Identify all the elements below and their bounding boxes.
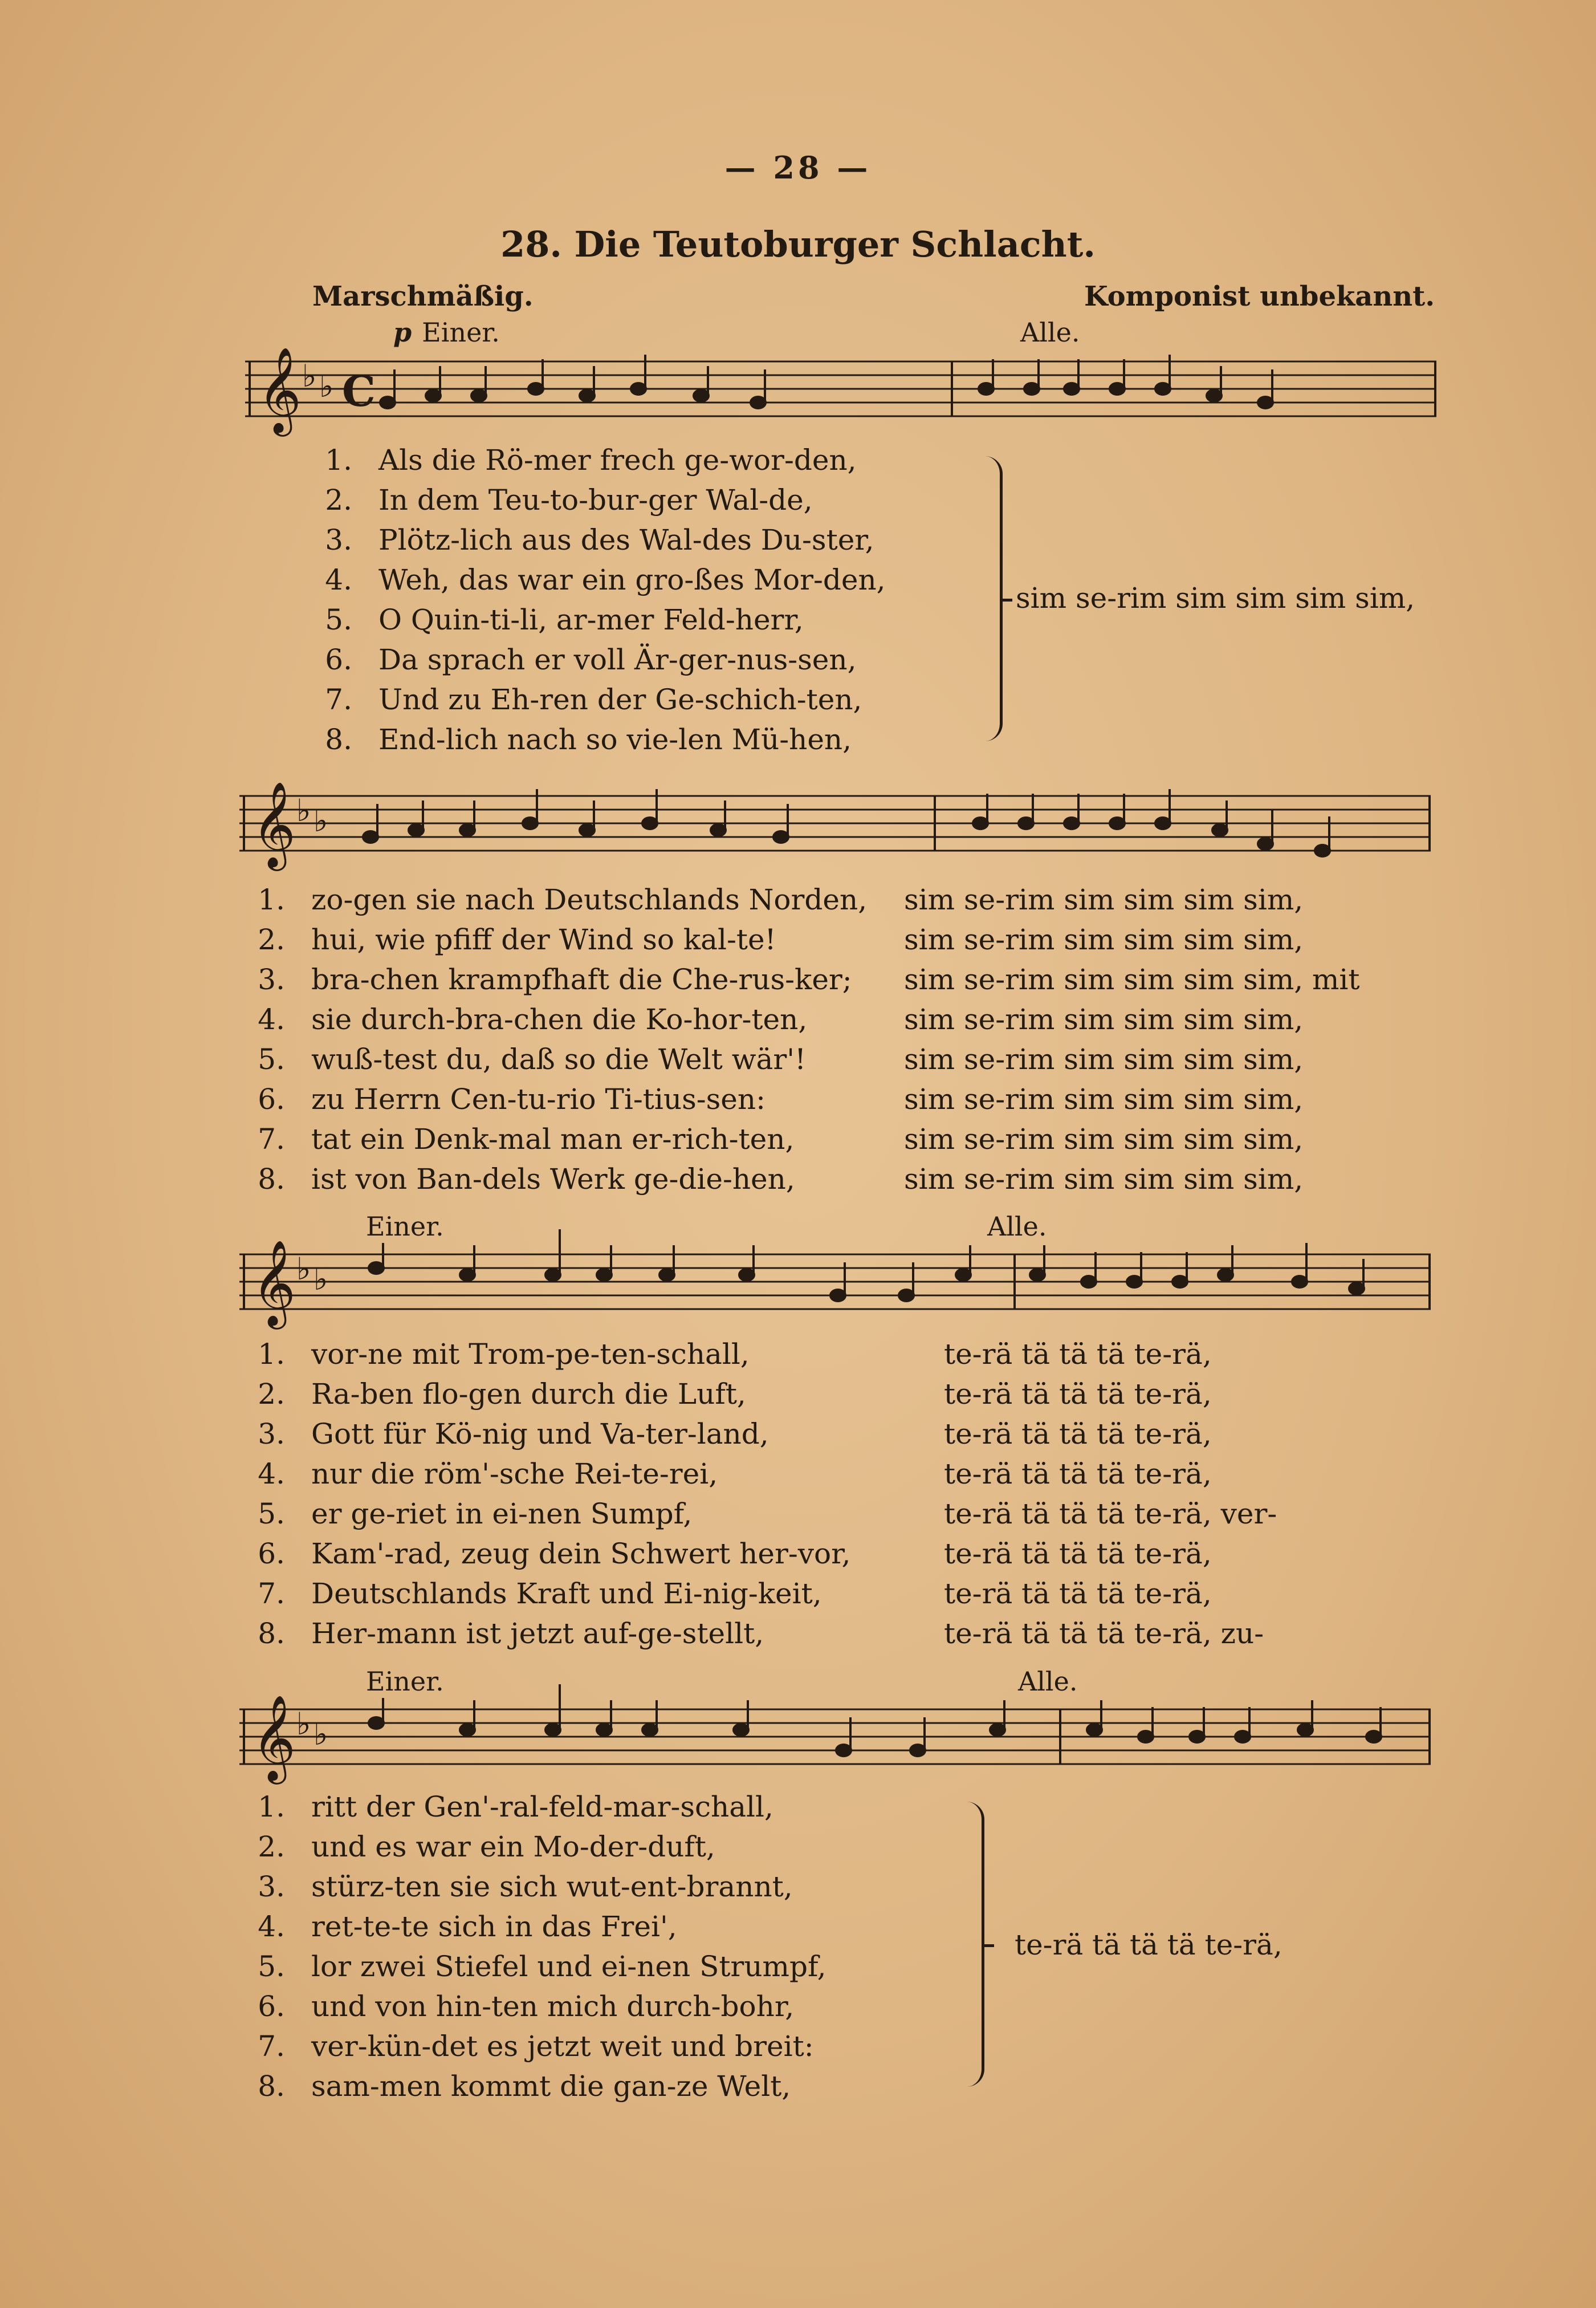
refrain-text: te-rä tä tä tä te-rä, <box>944 1417 1212 1450</box>
verse-line <box>245 1907 826 1947</box>
cue-solo-3: Einer. <box>366 1211 444 1242</box>
lyric-text: O Quin-ti-li, ar-mer Feld-herr, <box>378 603 804 636</box>
lyric-text: vor-ne mit Trom-pe-ten-schall, <box>311 1338 750 1371</box>
verse-number: 4. <box>258 1457 285 1490</box>
verse-line <box>245 1986 826 2026</box>
verse-line <box>245 1454 1277 1494</box>
verse-line <box>245 1494 1277 1534</box>
verse-line <box>245 1414 1277 1454</box>
verse-number: 5. <box>258 1043 285 1076</box>
verse-line <box>245 1334 1277 1374</box>
lyric-text: lor zwei Stiefel und ei-nen Strumpf, <box>311 1950 826 1983</box>
verse-line <box>312 720 886 759</box>
music-staff-4 <box>239 1694 1436 1787</box>
lyric-text: nur die röm'-sche Rei-te-rei, <box>311 1457 718 1490</box>
refrain-text: te-rä tä tä tä te-rä, <box>944 1577 1212 1610</box>
verse-line <box>312 480 886 520</box>
lyric-text: stürz-ten sie sich wut-ent-brannt, <box>311 1870 793 1903</box>
verse-line <box>245 1787 826 1827</box>
verse-number: 4. <box>258 1003 285 1036</box>
verse-block-4 <box>245 1787 826 2106</box>
verse-number: 7. <box>258 2030 285 2063</box>
lyric-text: Gott für Kö-nig und Va-ter-land, <box>311 1417 769 1450</box>
verse-number: 7. <box>258 1123 285 1156</box>
verse-block-2 <box>245 880 1360 1199</box>
verse-number: 1. <box>325 444 352 477</box>
verse-line <box>245 880 1360 920</box>
refrain-text: sim se-rim sim sim sim sim, <box>1016 582 1415 615</box>
dynamic-mark: p <box>393 317 412 348</box>
verse-line <box>245 1827 826 1867</box>
verse-line <box>245 1614 1277 1653</box>
lyric-text: Ra-ben flo-gen durch die Luft, <box>311 1378 746 1411</box>
flat-sign-icon: ♭ <box>314 1716 328 1752</box>
refrain-text: te-rä tä tä tä te-rä, <box>944 1537 1212 1570</box>
verse-number: 4. <box>258 1910 285 1943</box>
refrain-text: te-rä tä tä tä te-rä, ver- <box>944 1497 1277 1530</box>
verse-line <box>245 2026 826 2066</box>
notes <box>380 355 1273 408</box>
notes <box>369 1229 1364 1301</box>
common-time-icon: C <box>342 367 376 416</box>
refrain-text: te-rä tä tä tä te-rä, <box>944 1378 1212 1411</box>
verse-block-3 <box>245 1334 1277 1653</box>
verse-number: 3. <box>325 523 352 556</box>
composer-credit: Komponist unbekannt. <box>1084 281 1435 312</box>
treble-clef-icon: 𝄞 <box>252 781 296 867</box>
verse-number: 6. <box>325 643 352 676</box>
music-staff-3 <box>239 1239 1436 1332</box>
verse-number: 6. <box>258 1990 285 2023</box>
cue-all-4: Alle. <box>1018 1666 1078 1697</box>
verse-number: 1. <box>258 1790 285 1823</box>
song-title: 28. Die Teutoburger Schlacht. <box>500 224 1096 265</box>
notes <box>369 1684 1381 1756</box>
lyric-text: Kam'-rad, zeug dein Schwert her-vor, <box>311 1537 851 1570</box>
lyric-text: zo-gen sie nach Deutschlands Norden, <box>311 883 868 916</box>
lyric-text: ist von Ban-dels Werk ge-die-hen, <box>311 1163 795 1196</box>
verse-line <box>312 600 886 640</box>
refrain-text: sim se-rim sim sim sim sim, <box>904 1003 1304 1036</box>
lyric-text: wuß-test du, daß so die Welt wär'! <box>311 1043 807 1076</box>
flat-sign-icon: ♭ <box>302 358 317 394</box>
verse-number: 6. <box>258 1537 285 1570</box>
verse-line <box>245 920 1360 960</box>
lyric-text: In dem Teu-to-bur-ger Wal-de, <box>378 483 813 517</box>
lyric-text: zu Herrn Cen-tu-rio Ti-tius-sen: <box>311 1083 766 1116</box>
verse-line <box>245 1574 1277 1614</box>
staff-lines <box>239 1709 1431 1764</box>
staff-lines <box>239 796 1431 851</box>
refrain-text: sim se-rim sim sim sim sim, <box>904 1043 1304 1076</box>
treble-clef-icon: 𝄞 <box>252 1239 296 1326</box>
verse-line <box>312 680 886 720</box>
verse-line <box>245 1867 826 1907</box>
verse-line <box>312 440 886 480</box>
music-staff-2 <box>239 781 1436 873</box>
tempo-marking: Marschmäßig. <box>312 281 534 312</box>
verse-line <box>245 1374 1277 1414</box>
verse-line <box>245 1119 1360 1159</box>
lyric-text: Deutschlands Kraft und Ei-nig-keit, <box>311 1577 822 1610</box>
cue-all-3: Alle. <box>987 1211 1047 1242</box>
lyric-text: hui, wie pfiff der Wind so kal-te! <box>311 923 776 956</box>
cue-solo-1 <box>393 317 500 348</box>
verse-line <box>245 1159 1360 1199</box>
flat-sign-icon: ♭ <box>314 803 328 839</box>
refrain-text: sim se-rim sim sim sim sim, mit <box>904 963 1360 996</box>
lyric-text: Und zu Eh-ren der Ge-schich-ten, <box>378 683 862 716</box>
flat-sign-icon: ♭ <box>296 1251 311 1287</box>
verse-line <box>245 1947 826 1986</box>
refrain-text: te-rä tä tä tä te-rä, zu- <box>944 1617 1264 1650</box>
verse-block-1 <box>312 440 886 759</box>
lyric-text: Als die Rö-mer frech ge-wor-den, <box>378 444 857 477</box>
verse-number: 2. <box>325 483 352 517</box>
lyric-text: ret-te-te sich in das Frei', <box>311 1910 677 1943</box>
verse-line <box>245 999 1360 1039</box>
verse-line <box>312 520 886 560</box>
verse-number: 1. <box>258 1338 285 1371</box>
verse-number: 7. <box>258 1577 285 1610</box>
verse-number: 8. <box>258 1163 285 1196</box>
lyric-text: Da sprach er voll Är-ger-nus-sen, <box>378 643 857 676</box>
lyric-text: ritt der Gen'-ral-feld-mar-schall, <box>311 1790 773 1823</box>
verse-number: 8. <box>325 723 352 756</box>
lyric-text: Her-mann ist jetzt auf-ge-stellt, <box>311 1617 764 1650</box>
refrain-text: te-rä tä tä tä te-rä, <box>1015 1928 1282 1961</box>
lyric-text: sam-men kommt die gan-ze Welt, <box>311 2070 791 2103</box>
page-number: — 28 — <box>724 149 872 186</box>
verse-number: 2. <box>258 1830 285 1863</box>
lyric-text: Plötz-lich aus des Wal-des Du-ster, <box>378 523 874 556</box>
lyric-text: er ge-riet in ei-nen Sumpf, <box>311 1497 693 1530</box>
verse-line <box>312 560 886 600</box>
treble-clef-icon: 𝄞 <box>252 1694 296 1781</box>
verse-line <box>245 1534 1277 1574</box>
flat-sign-icon: ♭ <box>296 793 311 828</box>
lyric-text: und von hin-ten mich durch-bohr, <box>311 1990 795 2023</box>
verse-number: 7. <box>325 683 352 716</box>
lyric-text: tat ein Denk-mal man er-rich-ten, <box>311 1123 795 1156</box>
lyric-text: und es war ein Mo-der-duft, <box>311 1830 715 1863</box>
verse-number: 2. <box>258 1378 285 1411</box>
verse-number: 4. <box>325 563 352 596</box>
verse-number: 8. <box>258 1617 285 1650</box>
verse-number: 5. <box>258 1950 285 1983</box>
cue-solo-4: Einer. <box>366 1666 444 1697</box>
cue-all-1: Alle. <box>1020 317 1080 348</box>
verse-number: 6. <box>258 1083 285 1116</box>
verse-brace <box>985 456 1003 741</box>
treble-clef-icon: 𝄞 <box>258 346 302 433</box>
verse-line <box>245 1079 1360 1119</box>
verse-number: 1. <box>258 883 285 916</box>
flat-sign-icon: ♭ <box>319 368 334 404</box>
verse-number: 2. <box>258 923 285 956</box>
verse-number: 3. <box>258 963 285 996</box>
flat-sign-icon: ♭ <box>314 1261 328 1297</box>
lyric-text: Weh, das war ein gro-ßes Mor-den, <box>378 563 886 596</box>
refrain-text: sim se-rim sim sim sim sim, <box>904 1083 1304 1116</box>
lyric-text: End-lich nach so vie-len Mü-hen, <box>378 723 852 756</box>
lyric-text: bra-chen krampfhaft die Che-rus-ker; <box>311 963 852 996</box>
lyric-text: ver-kün-det es jetzt weit und breit: <box>311 2030 814 2063</box>
refrain-text: te-rä tä tä tä te-rä, <box>944 1338 1212 1371</box>
verse-brace <box>967 1802 984 2087</box>
flat-sign-icon: ♭ <box>296 1706 311 1742</box>
verse-line <box>245 1039 1360 1079</box>
verse-line <box>312 640 886 680</box>
verse-line <box>245 960 1360 999</box>
refrain-text: te-rä tä tä tä te-rä, <box>944 1457 1212 1490</box>
verse-number: 5. <box>258 1497 285 1530</box>
cue-solo-label: Einer. <box>422 317 500 348</box>
lyric-text: sie durch-bra-chen die Ko-hor-ten, <box>311 1003 808 1036</box>
verse-number: 3. <box>258 1417 285 1450</box>
music-staff-1 <box>245 346 1442 439</box>
verse-number: 3. <box>258 1870 285 1903</box>
verse-number: 8. <box>258 2070 285 2103</box>
refrain-text: sim se-rim sim sim sim sim, <box>904 923 1304 956</box>
refrain-text: sim se-rim sim sim sim sim, <box>904 883 1304 916</box>
verse-number: 5. <box>325 603 352 636</box>
refrain-text: sim se-rim sim sim sim sim, <box>904 1123 1304 1156</box>
verse-line <box>245 2066 826 2106</box>
staff-lines <box>245 361 1436 416</box>
refrain-text: sim se-rim sim sim sim sim, <box>904 1163 1304 1196</box>
